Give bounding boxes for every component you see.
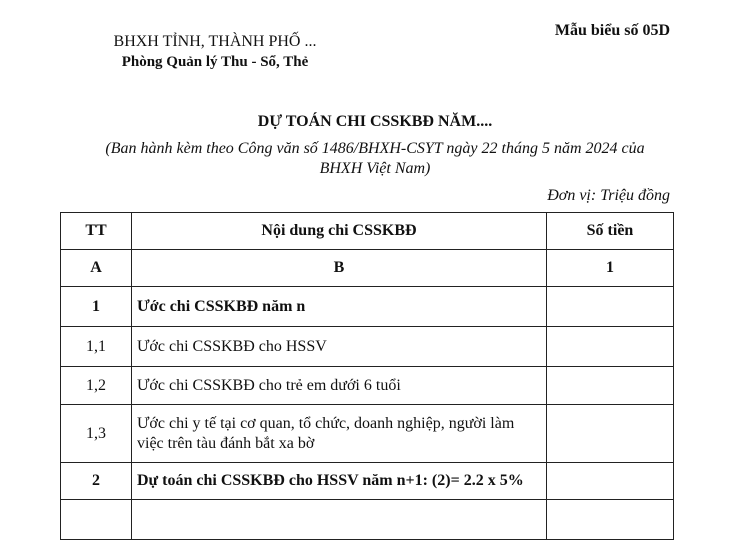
- code-b: B: [132, 250, 547, 287]
- form-number: Mẫu biểu số 05D: [554, 22, 670, 39]
- org-name: BHXH TỈNH, THÀNH PHỐ ...: [113, 33, 317, 50]
- row-tt: 1,1: [61, 327, 132, 367]
- row-amount: [547, 287, 674, 327]
- department-name: Phòng Quản lý Thu - Sổ, Thẻ: [121, 54, 309, 70]
- code-1: 1: [547, 250, 674, 287]
- row-content: Ước chi CSSKBĐ năm n: [132, 287, 547, 327]
- row-amount: [547, 463, 674, 500]
- row-tt: 2: [61, 463, 132, 500]
- row-amount: [547, 405, 674, 463]
- row-content: Dự toán chi CSSKBĐ cho HSSV năm n+1: (2)= 2.2 x 5%: [132, 463, 547, 500]
- header-content: Nội dung chi CSSKBĐ: [132, 213, 547, 250]
- table-header-row: [61, 213, 674, 250]
- row-content: Ước chi CSSKBĐ cho trẻ em dưới 6 tuổi: [132, 367, 547, 405]
- row-amount: [547, 327, 674, 367]
- subtitle-line-2: BHXH Việt Nam): [319, 160, 431, 177]
- subtitle-line-1: (Ban hành kèm theo Công văn số 1486/BHXH-CSYT ngày 22 tháng 5 năm 2024 của: [105, 140, 645, 157]
- code-a: A: [61, 250, 132, 287]
- table-row-partial: [61, 500, 674, 540]
- row-content: Ước chi CSSKBĐ cho HSSV: [132, 327, 547, 367]
- document-subtitle: [70, 139, 680, 179]
- row-content: Ước chi y tế tại cơ quan, tổ chức, doanh nghiệp, người làm việc trên tàu đánh bắt xa bờ: [132, 405, 547, 463]
- budget-table: [60, 212, 674, 540]
- row-tt: 1,3: [61, 405, 132, 463]
- table-row: [61, 405, 674, 463]
- row-tt: 1: [61, 287, 132, 327]
- unit-label: Đơn vị: Triệu đồng: [547, 187, 670, 204]
- table-code-row: [61, 250, 674, 287]
- row-amount: [547, 367, 674, 405]
- organization-header: [70, 32, 360, 72]
- table-row: [61, 367, 674, 405]
- table-row: [61, 463, 674, 500]
- header-amount: Số tiền: [547, 213, 674, 250]
- table-row: [61, 287, 674, 327]
- header-tt: TT: [61, 213, 132, 250]
- document-title: DỰ TOÁN CHI CSSKBĐ NĂM....: [257, 113, 493, 130]
- row-tt: 1,2: [61, 367, 132, 405]
- table-row: [61, 327, 674, 367]
